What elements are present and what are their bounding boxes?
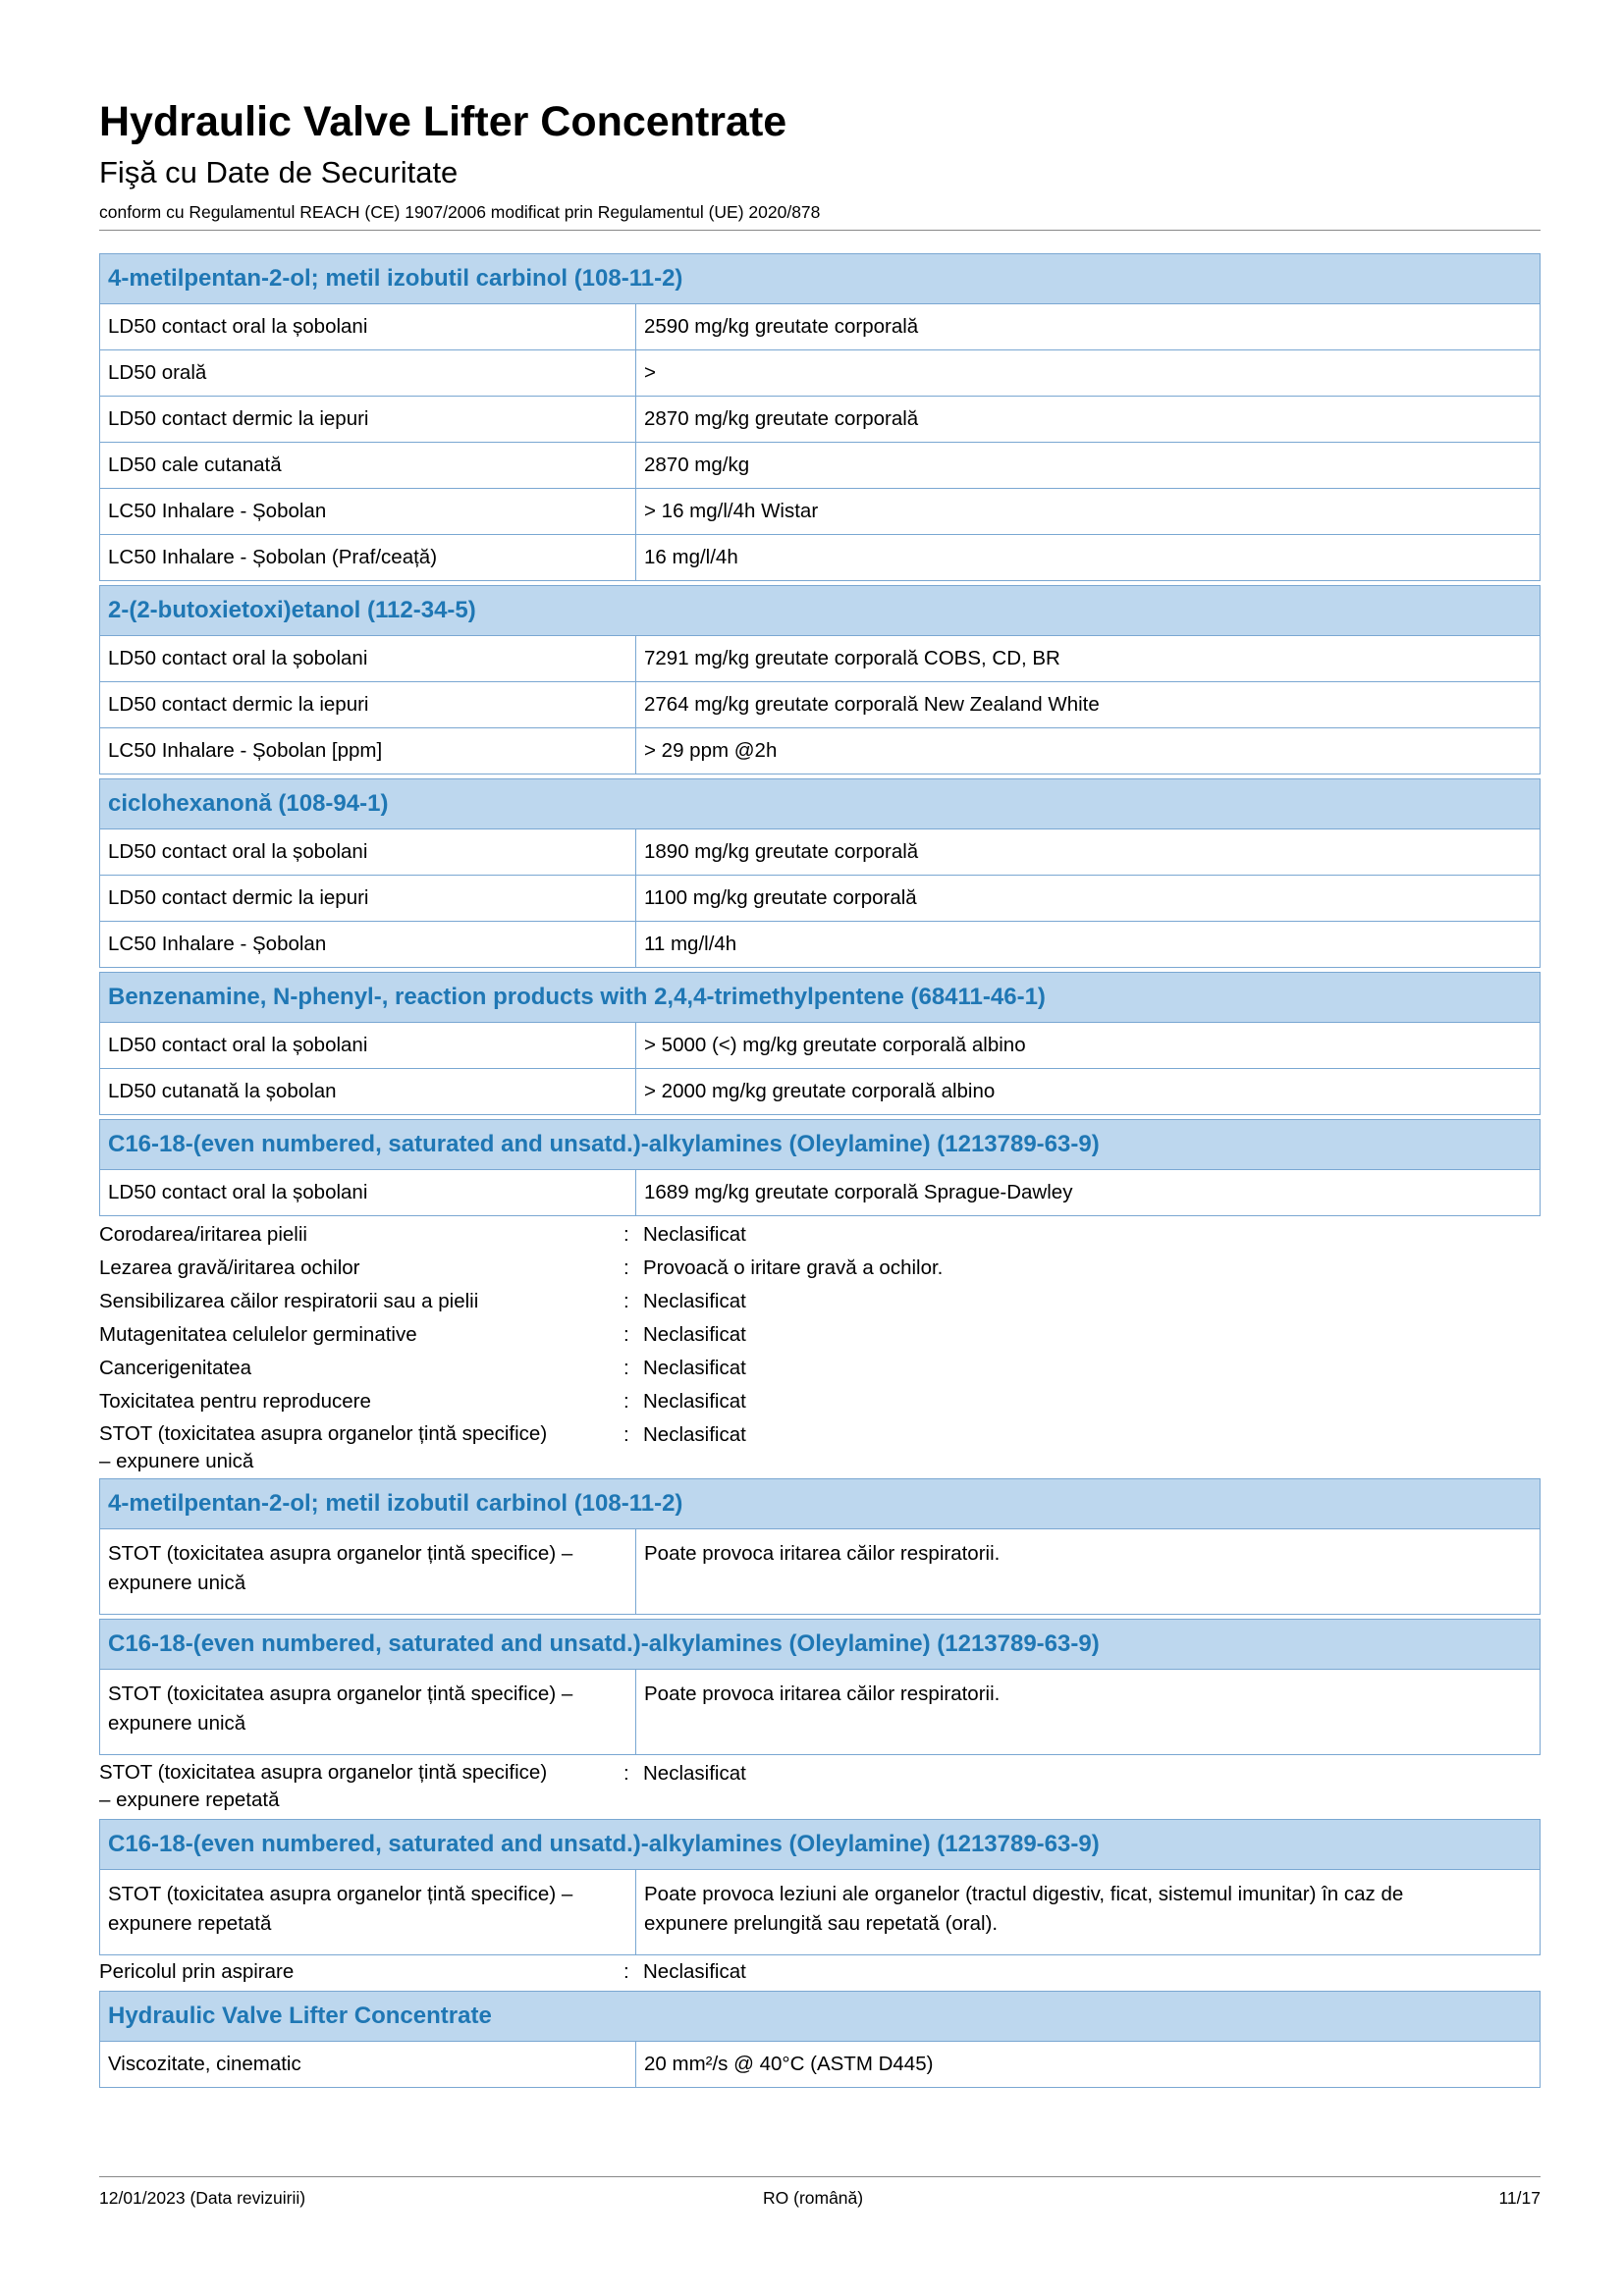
substance-table: [99, 1478, 1541, 1615]
substance-table-title: C16-18-(even numbered, saturated and unsatd.)-alkylamines (Oleylamine) (1213789-63-9): [100, 1620, 1540, 1670]
hazard-value: Neclasificat: [643, 1390, 746, 1413]
property-label-continued: expunere repetată: [108, 1912, 272, 1935]
hazard-label-continued: – expunere repetată: [99, 1789, 280, 1811]
substance-table: [99, 1619, 1541, 1755]
regulation-note: conform cu Regulamentul REACH (CE) 1907/2006 modificat prin Regulamentul (UE) 2020/878: [99, 202, 821, 222]
value-cell: 7291 mg/kg greutate corporală COBS, CD, BR: [644, 647, 1060, 669]
table-row: [100, 488, 1540, 534]
table-row: [100, 534, 1540, 580]
substance-table-title: Benzenamine, N-phenyl-, reaction products with 2,4,4-trimethylpentene (68411-46-1): [100, 973, 1540, 1023]
property-cell: LC50 Inhalare - Șobolan: [100, 489, 636, 534]
colon-separator: :: [623, 1357, 629, 1379]
table-row: [100, 875, 1540, 921]
table-row: [100, 1068, 1540, 1114]
substance-table-title: 2-(2-butoxietoxi)etanol (112-34-5): [100, 586, 1540, 636]
hazard-row: [99, 1385, 1541, 1418]
table-row: [100, 829, 1540, 875]
hazard-value: Neclasificat: [643, 1223, 746, 1246]
value-cell: 2590 mg/kg greutate corporală: [644, 315, 919, 338]
value-cell: Poate provoca iritarea căilor respiratorii.: [644, 1682, 1001, 1705]
property-label: STOT (toxicitatea asupra organelor țintă specifice) –: [108, 1883, 573, 1905]
hazard-label: STOT (toxicitatea asupra organelor țintă specifice): [99, 1761, 548, 1784]
table-row: [100, 2042, 1540, 2087]
substance-table: [99, 253, 1541, 581]
substance-table: [99, 1119, 1541, 1216]
value-cell: 1890 mg/kg greutate corporală: [644, 840, 919, 863]
hazard-row: [99, 1285, 1541, 1318]
property-label-continued: expunere unică: [108, 1712, 246, 1735]
hazard-value: Provoacă o iritare gravă a ochilor.: [643, 1256, 944, 1279]
hazard-classification-list: [99, 1218, 1541, 1418]
substance-table: [99, 1991, 1541, 2088]
substance-table-title: C16-18-(even numbered, saturated and unsatd.)-alkylamines (Oleylamine) (1213789-63-9): [100, 1820, 1540, 1870]
colon-separator: :: [623, 1290, 629, 1312]
property-label: STOT (toxicitatea asupra organelor țintă specifice) –: [108, 1682, 573, 1705]
table-row: [100, 727, 1540, 774]
value-cell: 2764 mg/kg greutate corporală New Zealand White: [644, 693, 1100, 716]
header-divider: [99, 230, 1541, 231]
table-row: [100, 349, 1540, 396]
table-row: [100, 1023, 1540, 1068]
property-cell: LD50 contact dermic la iepuri: [100, 682, 636, 727]
revision-date: 12/01/2023 (Data revizuirii): [99, 2188, 306, 2208]
substance-table-title: Hydraulic Valve Lifter Concentrate: [100, 1992, 1540, 2042]
hazard-label: Lezarea gravă/iritarea ochilor: [99, 1256, 360, 1279]
document-subtitle: Fişă cu Date de Securitate: [99, 155, 459, 189]
table-row: [100, 1529, 1540, 1614]
document-language: RO (română): [763, 2188, 864, 2208]
hazard-row: [99, 1318, 1541, 1352]
colon-separator: :: [623, 1256, 629, 1279]
table-row: [100, 1170, 1540, 1215]
value-cell: > 16 mg/l/4h Wistar: [644, 500, 819, 522]
property-cell: [100, 1670, 636, 1754]
substance-table-title: 4-metilpentan-2-ol; metil izobutil carbinol (108-11-2): [100, 254, 1540, 304]
table-row: [100, 921, 1540, 967]
hazard-label: Toxicitatea pentru reproducere: [99, 1390, 371, 1413]
property-cell: LD50 cutanată la șobolan: [100, 1069, 636, 1114]
hazard-value: Neclasificat: [643, 1290, 746, 1312]
hazard-label: Mutagenitatea celulelor germinative: [99, 1323, 417, 1346]
colon-separator: :: [623, 1423, 629, 1446]
property-cell: LD50 cale cutanată: [100, 443, 636, 488]
colon-separator: :: [623, 1223, 629, 1246]
property-cell: LD50 contact dermic la iepuri: [100, 876, 636, 921]
substance-table: [99, 778, 1541, 968]
hazard-row: [99, 1218, 1541, 1252]
colon-separator: :: [623, 1960, 629, 1983]
property-cell: LD50 orală: [100, 350, 636, 396]
property-cell: [100, 1870, 636, 1954]
substance-table: [99, 585, 1541, 774]
property-cell: LC50 Inhalare - Șobolan (Praf/ceață): [100, 535, 636, 580]
hazard-label: Corodarea/iritarea pielii: [99, 1223, 307, 1246]
hazard-label-continued: – expunere unică: [99, 1450, 254, 1472]
table-row: [100, 442, 1540, 488]
value-cell: Poate provoca iritarea căilor respiratorii.: [644, 1542, 1001, 1565]
value-cell: 20 mm²/s @ 40°C (ASTM D445): [644, 2053, 934, 2075]
substance-table: [99, 972, 1541, 1115]
hazard-label: STOT (toxicitatea asupra organelor țintă specifice): [99, 1422, 548, 1445]
colon-separator: :: [623, 1390, 629, 1413]
property-cell: LD50 contact dermic la iepuri: [100, 397, 636, 442]
substance-table: [99, 1819, 1541, 1955]
hazard-value: Neclasificat: [643, 1423, 746, 1446]
property-cell: Viscozitate, cinematic: [100, 2042, 636, 2087]
value-cell: 2870 mg/kg: [644, 454, 750, 476]
footer-divider: [99, 2176, 1541, 2177]
hazard-row-aspiration: [99, 1955, 1541, 1989]
value-cell: [636, 1870, 1540, 1954]
value-cell: > 2000 mg/kg greutate corporală albino: [644, 1080, 996, 1102]
value-cell: > 5000 (<) mg/kg greutate corporală albino: [644, 1034, 1026, 1056]
value-cell: 2870 mg/kg greutate corporală: [644, 407, 919, 430]
property-cell: LD50 contact oral la șobolani: [100, 829, 636, 875]
property-cell: LD50 contact oral la șobolani: [100, 1023, 636, 1068]
table-row: [100, 681, 1540, 727]
hazard-row: [99, 1352, 1541, 1385]
document-title: Hydraulic Valve Lifter Concentrate: [99, 98, 787, 145]
property-label: STOT (toxicitatea asupra organelor țintă specifice) –: [108, 1542, 573, 1565]
hazard-value: Neclasificat: [643, 1960, 746, 1983]
property-cell: LD50 contact oral la șobolani: [100, 1170, 636, 1215]
value-cell: >: [644, 361, 656, 384]
substance-table-title: ciclohexanonă (108-94-1): [100, 779, 1540, 829]
hazard-row-stot-repeated: [99, 1757, 1541, 1815]
value-text-continued: expunere prelungită sau repetată (oral).: [644, 1912, 999, 1935]
property-cell: [100, 1529, 636, 1614]
colon-separator: :: [623, 1323, 629, 1346]
page-number: 11/17: [1498, 2188, 1541, 2208]
property-cell: LD50 contact oral la șobolani: [100, 304, 636, 349]
table-row: [100, 636, 1540, 681]
value-text: Poate provoca leziuni ale organelor (tractul digestiv, ficat, sistemul imunitar) în caz de: [644, 1883, 1404, 1905]
hazard-label: Sensibilizarea căilor respiratorii sau a pielii: [99, 1290, 479, 1312]
hazard-value: Neclasificat: [643, 1762, 746, 1785]
hazard-value: Neclasificat: [643, 1323, 746, 1346]
substance-table-title: C16-18-(even numbered, saturated and unsatd.)-alkylamines (Oleylamine) (1213789-63-9): [100, 1120, 1540, 1170]
hazard-row: [99, 1252, 1541, 1285]
property-cell: LD50 contact oral la șobolani: [100, 636, 636, 681]
colon-separator: :: [623, 1762, 629, 1785]
hazard-value: Neclasificat: [643, 1357, 746, 1379]
value-cell: 16 mg/l/4h: [644, 546, 738, 568]
hazard-label: Pericolul prin aspirare: [99, 1960, 295, 1983]
value-cell: > 29 ppm @2h: [644, 739, 778, 762]
property-label-continued: expunere unică: [108, 1572, 246, 1594]
table-row: [100, 396, 1540, 442]
property-cell: LC50 Inhalare - Șobolan: [100, 922, 636, 967]
substance-table-title: 4-metilpentan-2-ol; metil izobutil carbinol (108-11-2): [100, 1479, 1540, 1529]
table-row: [100, 304, 1540, 349]
property-cell: LC50 Inhalare - Șobolan [ppm]: [100, 728, 636, 774]
toxicology-content: [99, 253, 1541, 2092]
value-cell: 1100 mg/kg greutate corporală: [644, 886, 917, 909]
value-cell: 1689 mg/kg greutate corporală Sprague-Dawley: [644, 1181, 1073, 1203]
table-row: [100, 1670, 1540, 1754]
table-row: [100, 1870, 1540, 1954]
hazard-label: Cancerigenitatea: [99, 1357, 251, 1379]
value-cell: 11 mg/l/4h: [644, 933, 737, 955]
hazard-row-stot-single: [99, 1418, 1541, 1476]
